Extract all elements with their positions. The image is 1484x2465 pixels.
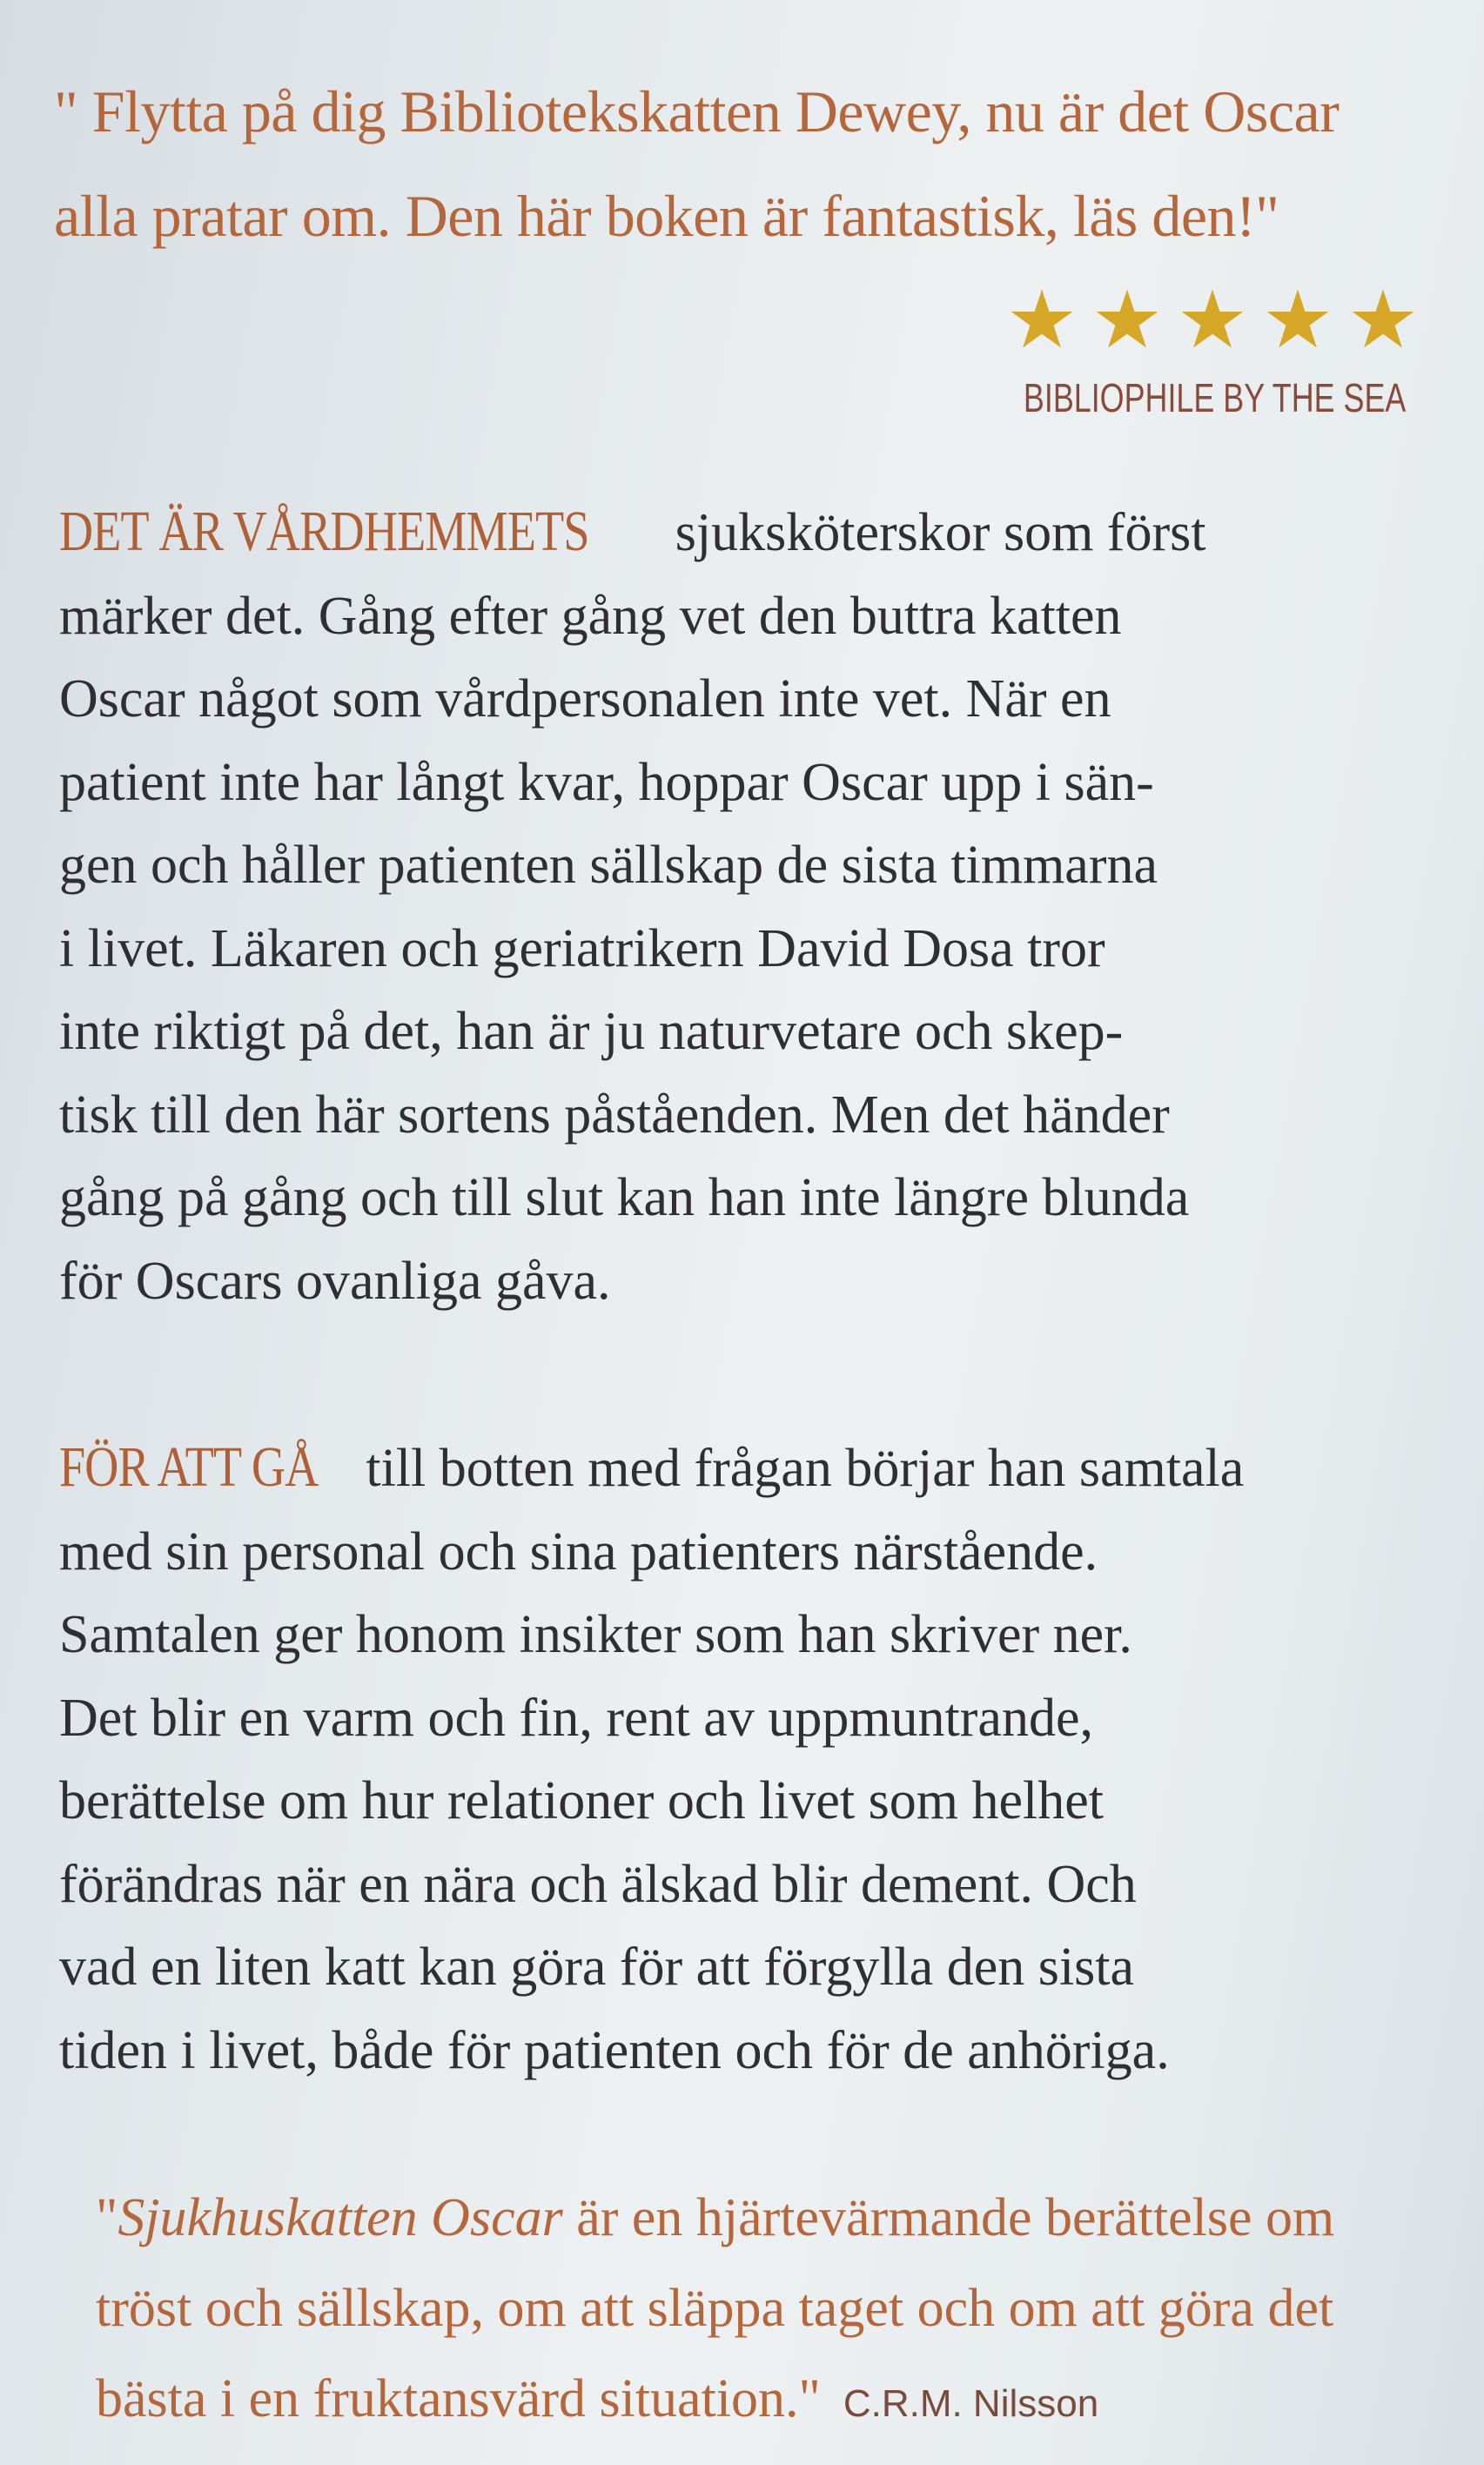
paragraph-line xyxy=(59,490,1434,575)
paragraph-line: med sin personal och sina patienters närstående. xyxy=(59,1521,1098,1582)
paragraph-lead-in: DET ÄR VÅRDHEMMETS xyxy=(59,500,589,563)
paragraph-line: förändras när en nära och älskad blir dement. Och xyxy=(59,1854,1137,1914)
paragraph-line: i livet. Läkaren och geriatrikern David Dosa tror xyxy=(59,918,1105,978)
bottom-quote-line-2: tröst och sällskap, om att släppa taget och om att göra det xyxy=(96,2279,1334,2338)
paragraph-line: Samtalen ger honom insikter som han skriver ner. xyxy=(59,1605,1132,1664)
paragraph-line: vad en liten katt kan göra för att förgylla den sista xyxy=(59,1938,1135,1997)
quote-text: är en hjärtevärmande berättelse om xyxy=(562,2188,1335,2247)
top-quote-line-1: " Flytta på dig Bibliotekskatten Dewey, nu är det Oscar xyxy=(54,78,1340,144)
star-icon: ★ xyxy=(1005,273,1078,366)
top-review-quote xyxy=(54,59,1412,268)
reviewer-name: BIBLIOPHILE BY THE SEA xyxy=(1023,375,1406,420)
description-paragraph-1 xyxy=(59,490,1434,1323)
paragraph-line: inte riktigt på det, han är ju naturvetare och skep- xyxy=(59,1002,1124,1061)
quote-text: bästa i en fruktansvärd situation." xyxy=(96,2369,821,2428)
paragraph-line: Det blir en varm och fin, rent av uppmuntrande, xyxy=(59,1688,1093,1748)
paragraph-line: tisk till den här sortens påståenden. Men det händer xyxy=(59,1085,1170,1145)
quote-attribution: C.R.M. Nilsson xyxy=(843,2382,1099,2425)
paragraph-text: till botten med frågan börjar han samtala xyxy=(352,1439,1245,1498)
paragraph-line: patient inte har långt kvar, hoppar Oscar upp i sän- xyxy=(59,752,1154,812)
paragraph-line: märker det. Gång efter gång vet den buttra katten xyxy=(59,586,1122,646)
paragraph-line: Oscar något som vårdpersonalen inte vet. När en xyxy=(59,669,1111,729)
paragraph-line: gång på gång och till slut kan han inte längre blunda xyxy=(59,1168,1190,1227)
paragraph-line: berättelse om hur relationer och livet som helhet xyxy=(59,1771,1104,1830)
star-rating xyxy=(1002,273,1423,366)
bottom-quote-line-3 xyxy=(96,2354,1454,2449)
paragraph-line: tiden i livet, både för patienten och för de anhöriga. xyxy=(59,2020,1170,2080)
paragraph-text: sjuksköterskor som först xyxy=(661,503,1206,562)
star-icon: ★ xyxy=(1346,273,1420,366)
paragraph-lead-in: FÖR ATT GÅ xyxy=(59,1435,319,1499)
top-quote-line-2: alla pratar om. Den här boken är fantastisk, läs den!" xyxy=(54,183,1279,249)
book-title: Sjukhuskatten Oscar xyxy=(118,2188,563,2247)
paragraph-line: för Oscars ovanliga gåva. xyxy=(59,1251,611,1311)
description-paragraph-2 xyxy=(59,1426,1434,2092)
star-icon: ★ xyxy=(1261,273,1334,366)
paragraph-line xyxy=(59,1426,1434,1511)
bottom-review-quote xyxy=(96,2173,1454,2449)
quote-mark: " xyxy=(96,2188,118,2247)
star-icon: ★ xyxy=(1091,273,1164,366)
bottom-quote-line-1 xyxy=(96,2173,1454,2263)
paragraph-line: gen och håller patienten sällskap de sista timmarna xyxy=(59,836,1158,895)
star-icon: ★ xyxy=(1176,273,1249,366)
